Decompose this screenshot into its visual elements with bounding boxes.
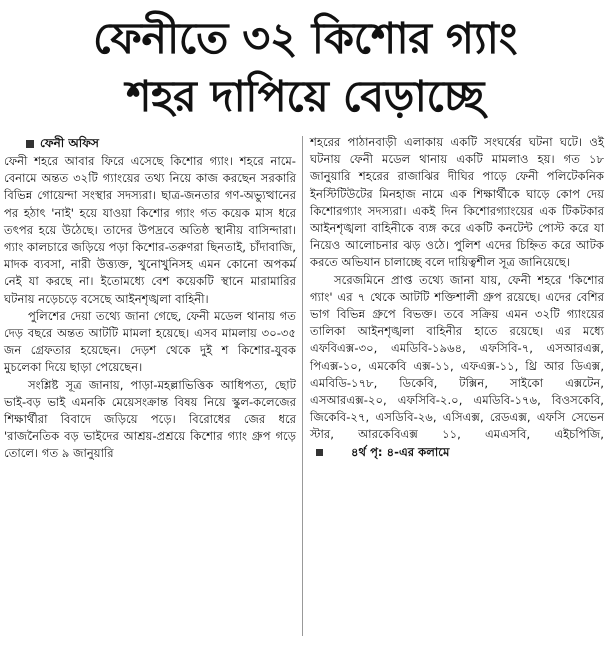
byline (4, 134, 296, 153)
paragraph: পুলিশের দেয়া তথ্যে জানা গেছে, ফেনী মডেল থানায় গত দেড় বছরে অন্তত আটটি মামলা হয়েছে। এসব মামলায় ৩০-৩৫ জন গ্রেফতার হয়েছেন। দেড়শ থেকে দুই শ কিশোর-যুবক মুচলেকা দিয়ে ছাড়া পেয়েছেন। (4, 308, 296, 375)
continuation-note (316, 444, 449, 461)
byline-text: ফেনী অফিস (40, 135, 99, 150)
paragraph: শহরের পাঠানবাড়ী এলাকায় একটি সংঘর্ষের ঘটনা ঘটে। ওই ঘটনায় ফেনী মডেল থানায় একটি মামলাও হয়। গত ১৮ জানুয়ারি শহরের রাজাঝির দীঘির পাড়ে ফেনী পলিটেকনিক ইনস্টিটিউটের মিনহাজ নামে এক শিক্ষার্থীকে ঘাড়ে কোপ দেয় কিশোরগ্যাং সদস্যরা। একই দিন কিশোরগ্যাংয়ের এক টিকটকার আইনশৃঙ্খলা বাহিনীকে ব্যঙ্গ করে একটি কনটেন্ট পোস্ট করে যা নিয়েও আলোচনার ঝড় ওঠে। পুলিশ এদের চিহ্নিত করে আটক করতে অভিযান চালাচ্ছে বলে দায়িত্বশীল সূত্র জানিয়েছে। (310, 135, 604, 270)
column-divider (302, 136, 303, 636)
paragraph: ফেনী শহরে আবার ফিরে এসেছে কিশোর গ্যাং। শহরে নামে-বেনামে অন্তত ৩২টি গ্যাংয়ের তথ্য নিয়ে কাজ করছেন সরকারি বিভিন্ন গোয়েন্দা সংস্থার সদস্যরা। ছাত্র-জনতার গণ-অভ্যুত্থানের পর হঠাৎ 'নাই' হয়ে যাওয়া কিশোর গ্যাং গত কয়েক মাস ধরে তৎপর হয়ে উঠেছে। তাদের উপদ্রবে অতিষ্ঠ স্থানীয় বাসিন্দারা। গ্যাং কালচারে জড়িয়ে পড়া কিশোর-তরুণরা ছিনতাই, চাঁদাবাজি, মাদক ব্যবসা, নারী উত্ত্যক্ত, খুনোখুনিসহ এমন কোনো অপকর্ম নেই যা করছে না। ইতোমধ্যে বেশ কয়েকটি স্থানে মারামারির ঘটনায় নড়েচড়ে বসেছে আইনশৃঙ্খলা বাহিনী। (4, 154, 296, 306)
square-bullet-icon (26, 140, 34, 148)
square-bullet-icon (316, 449, 323, 456)
paragraph: সংশ্লিষ্ট সূত্র জানায়, পাড়া-মহল্লাভিত্তিক আধিপত্য, ছোট ভাই-বড় ভাই এমনকি মেয়েসংক্রান্ত বিষয় নিয়ে স্কুল-কলেজের শিক্ষার্থীরা বিবাদে জড়িয়ে পড়ে। বিরোধের জের ধরে 'রাজনৈতিক বড় ভাইদের আশ্রয়-প্রশ্রয়ে কিশোর গ্যাং গ্রুপ গড়ে তোলে। গত ৯ জানুয়ারি (4, 377, 296, 461)
paragraph-text: সরেজমিনে প্রাপ্ত তথ্যে জানা যায়, ফেনী শহরে 'কিশোর গ্যাং' এর ৭ থেকে আটটি শক্তিশালী গ্রুপ রয়েছে। এদের বেশির ভাগ বিভিন্ন গ্রুপে বিভক্ত। তবে সক্রিয় এমন ৩২টি গ্যাংয়ের তালিকা আইনশৃঙ্খলা বাহিনীর হাতে রয়েছে। এর মধ্যে এফবিএক্স-৩০, এমডিবি-১৯৬৪, এফসিবি-৭, এসআরএক্স, পিএক্স-১০, এমকেবি এক্স-১১, এফএক্স-১১, থ্রি আর ডিএক্স, এমবিডি-১৭৮, ডিকেবি, টক্সিন, সাইকো এক্সটেন, এসআরএক্স-২০, এফসিবি-২.০, এমডিবি-১৭৬, বিওসকেবি, জিকেবি-২৭, এসডিবি-২৬, এসিএক্স, রেডএক্স, এফসি সেভেন স্টার, আরকেবিএক্স ১১, এমএসবি, এইচপিজি, (310, 272, 604, 442)
headline-line-2: শহর দাপিয়ে বেড়াচ্ছে (126, 72, 484, 122)
continuation-text: ৪র্থ পৃ: ৪-এর কলামে (351, 444, 450, 459)
left-column (4, 134, 296, 463)
headline-line-1: ফেনীতে ৩২ কিশোর গ্যাং (92, 14, 518, 64)
right-column (310, 134, 604, 461)
paragraph (310, 272, 604, 461)
